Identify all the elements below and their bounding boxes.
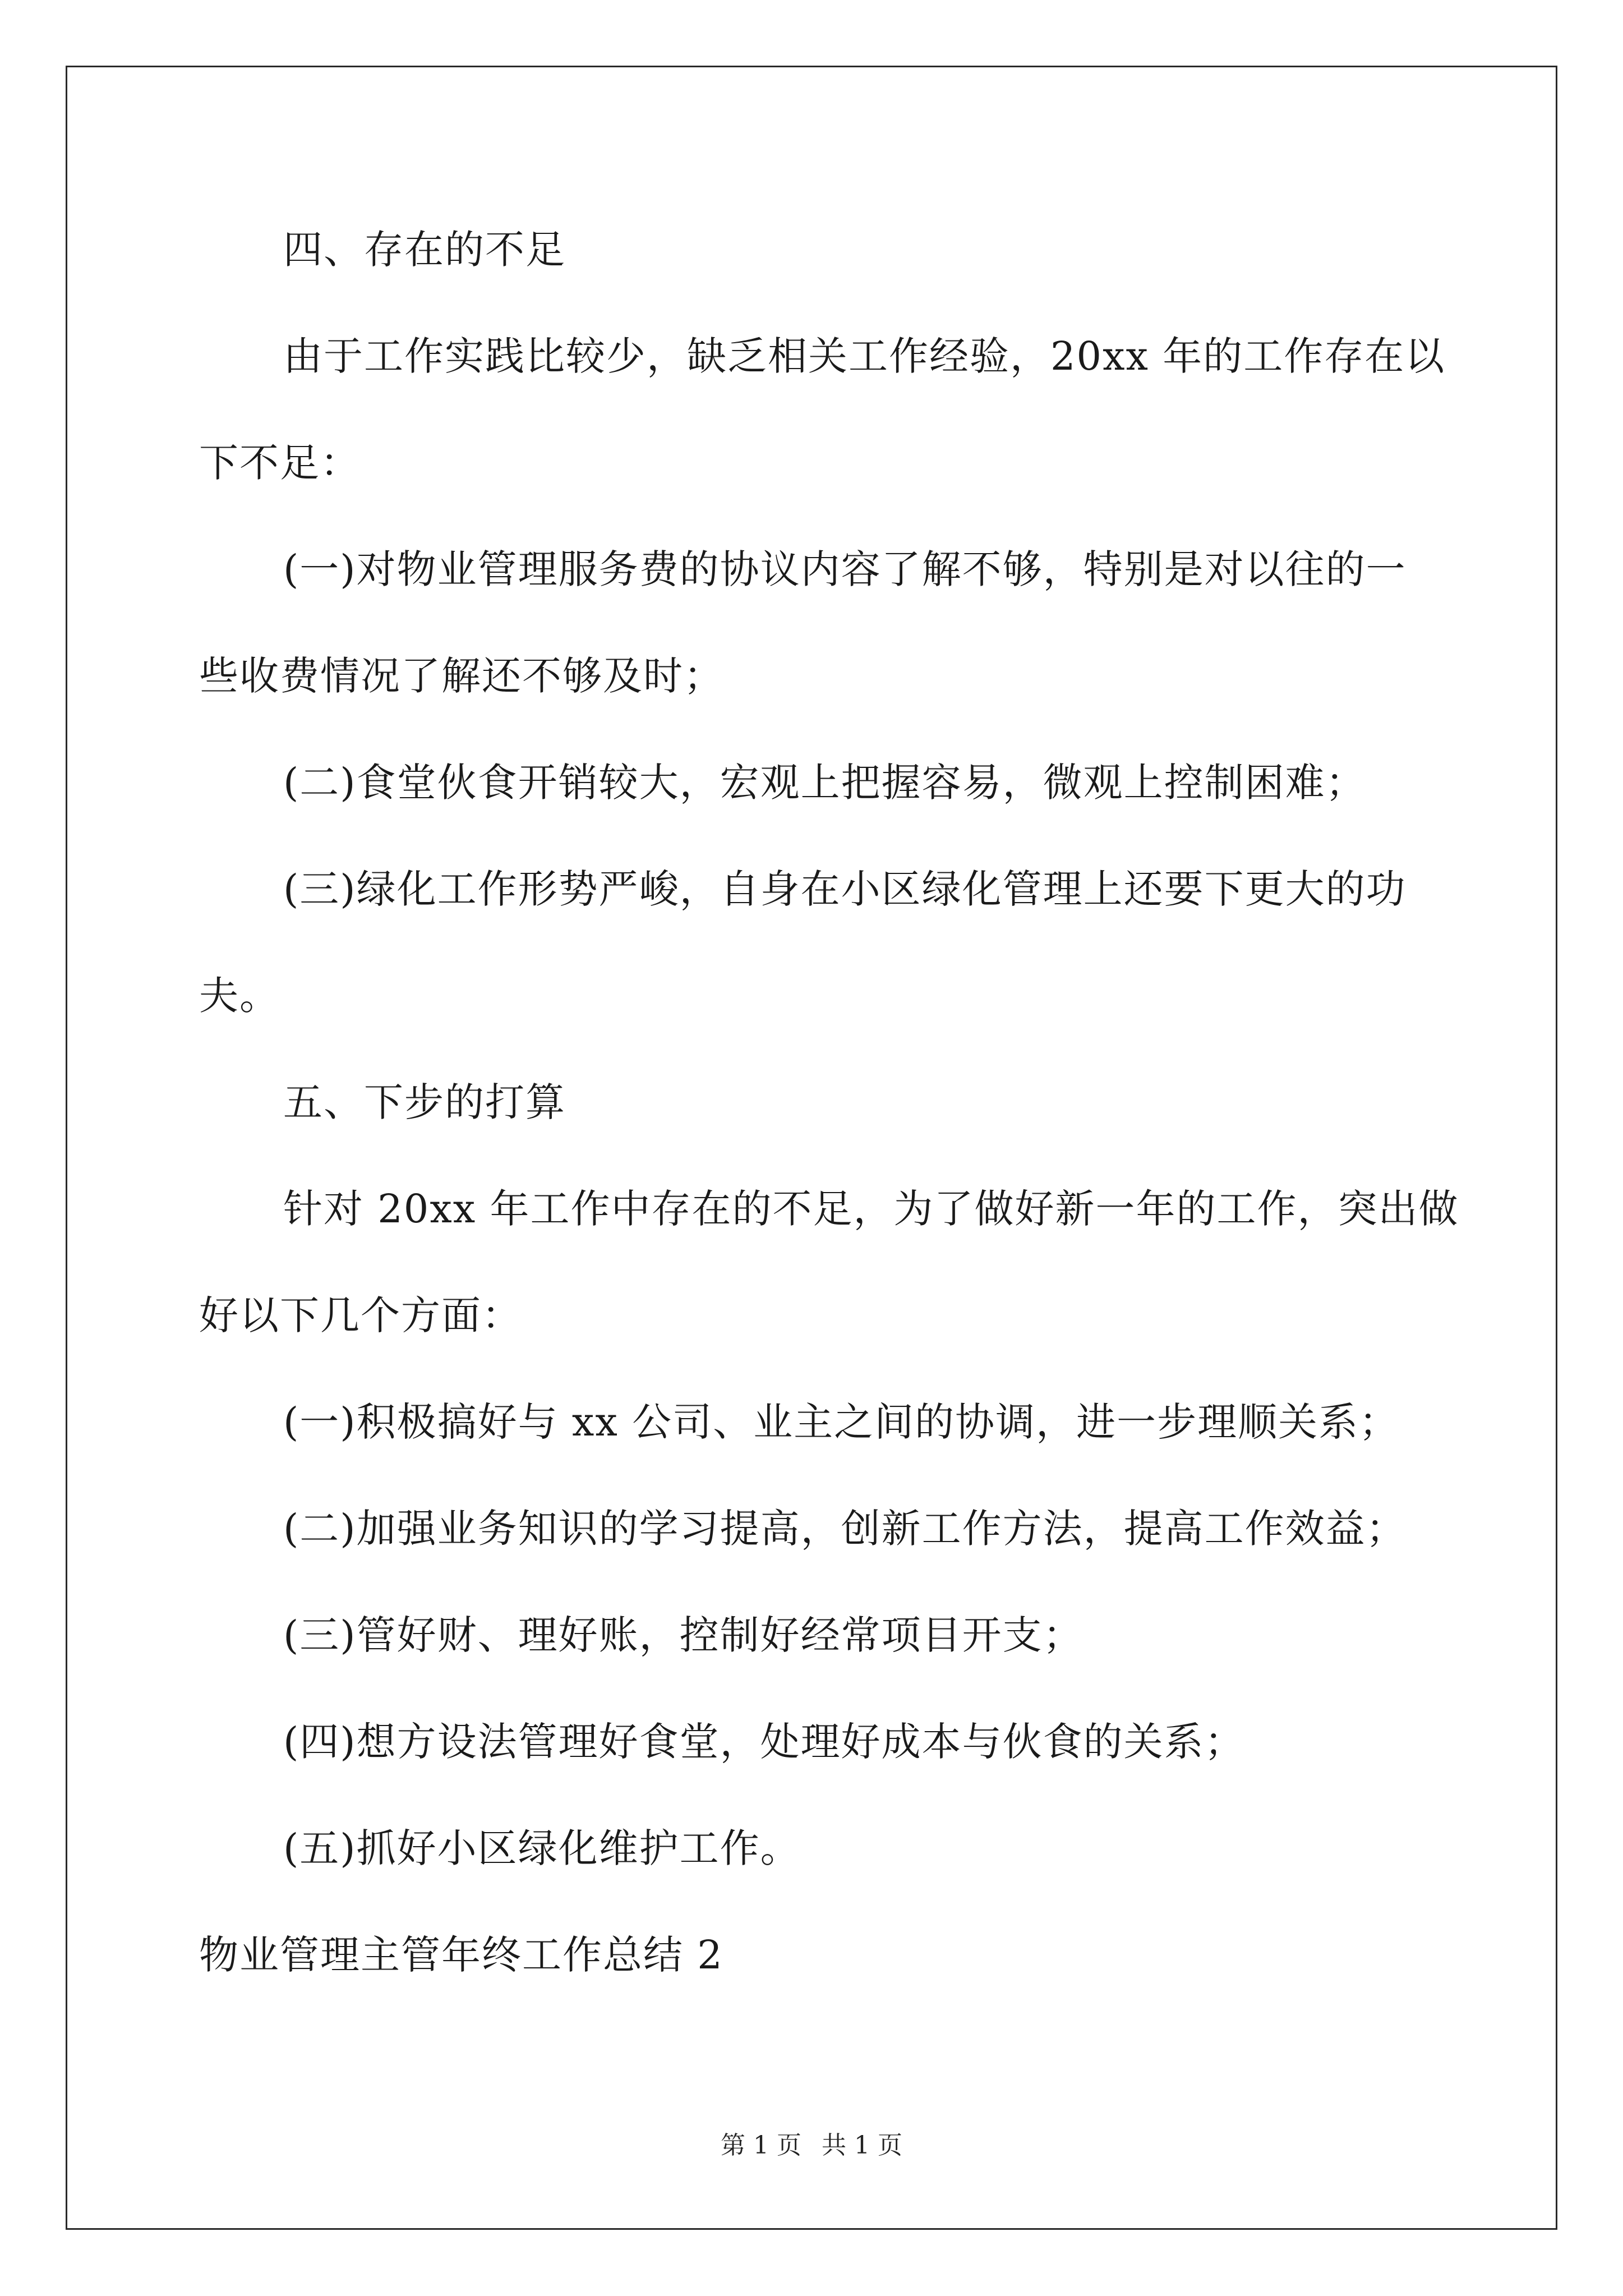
list-item-line: (二)食堂伙食开销较大，宏观上把握容易，微观上控制困难；	[283, 760, 1366, 806]
section5-heading: 五、下步的打算	[283, 1079, 566, 1125]
list-item-line: (三)管好财、理好账，控制好经常项目开支；	[283, 1612, 1083, 1658]
page-border	[66, 66, 1557, 2230]
list-item-line: 夫。	[199, 973, 280, 1019]
section4-heading: 四、存在的不足	[283, 227, 566, 273]
list-item-line: 些收费情况了解还不够及时；	[199, 653, 724, 699]
list-item-line: (三)绿化工作形势严峻，自身在小区绿化管理上还要下更大的功	[283, 866, 1407, 912]
page-number: 第 1 页	[721, 2131, 801, 2160]
next-document-title: 物业管理主管年终工作总结 2	[199, 1932, 723, 1978]
list-item-line: (一)积极搞好与 xx 公司、业主之间的协调，进一步理顺关系；	[283, 1399, 1400, 1445]
list-item-line: (一)对物业管理服务费的协议内容了解不够，特别是对以往的一	[283, 546, 1407, 592]
page-footer	[0, 2129, 1623, 2162]
paragraph-line: 下不足：	[199, 440, 361, 486]
list-item-line: (五)抓好小区绿化维护工作。	[283, 1825, 801, 1871]
list-item-line: (二)加强业务知识的学习提高，创新工作方法，提高工作效益；	[283, 1506, 1407, 1552]
list-item-line: (四)想方设法管理好食堂，处理好成本与伙食的关系；	[283, 1719, 1245, 1765]
paragraph-line: 针对 20xx 年工作中存在的不足，为了做好新一年的工作，突出做	[283, 1186, 1459, 1232]
paragraph-line: 好以下几个方面：	[199, 1292, 522, 1338]
page-total: 共 1 页	[822, 2131, 902, 2160]
paragraph-line: 由于工作实践比较少，缺乏相关工作经验，20xx 年的工作存在以	[283, 333, 1446, 379]
